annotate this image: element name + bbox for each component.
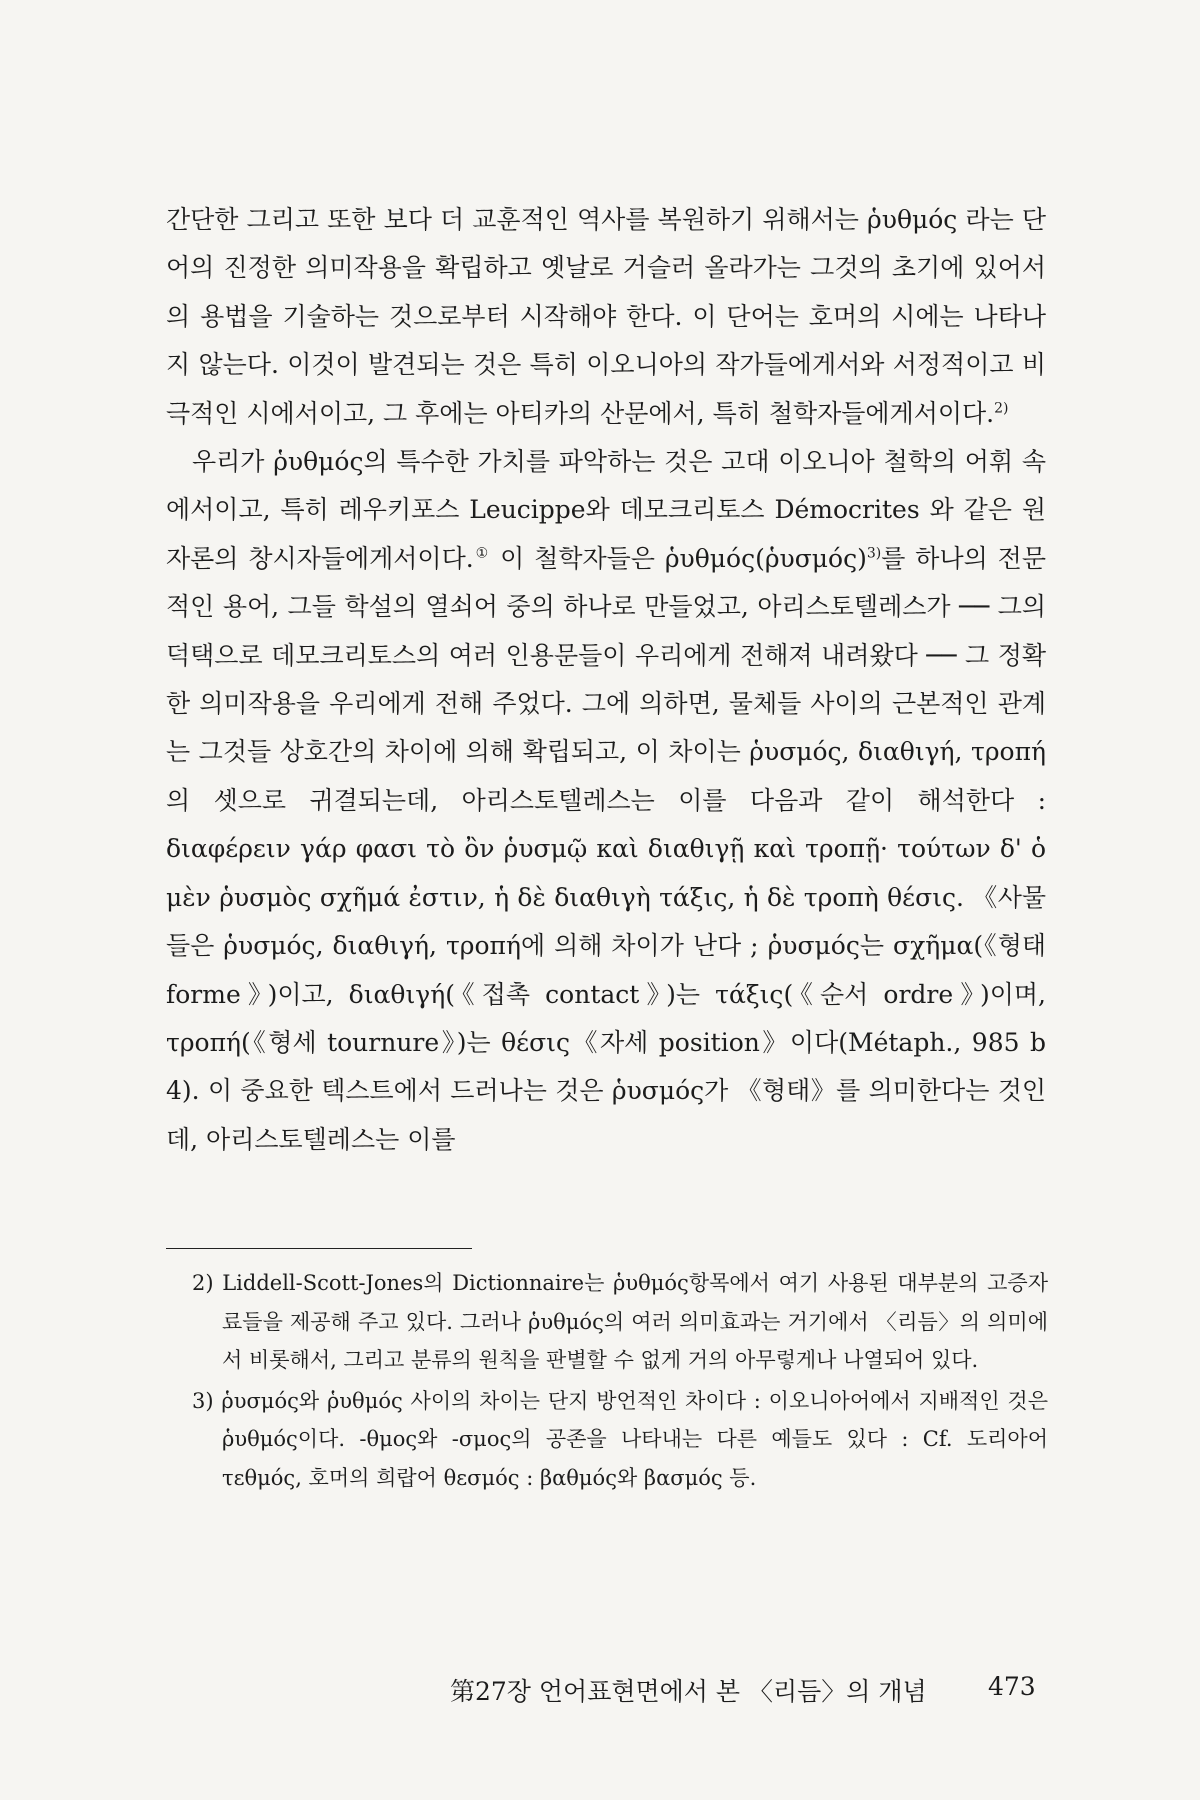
footnotes bbox=[192, 1264, 1048, 1497]
paragraph-2 bbox=[166, 438, 1046, 1164]
chapter-title: 第27장 언어표현면에서 본 〈리듬〉의 개념 bbox=[450, 1677, 927, 1706]
footnote-separator bbox=[166, 1248, 472, 1249]
footnote-number: 2) bbox=[192, 1271, 214, 1295]
page-number: 473 bbox=[988, 1672, 1036, 1701]
footnote-2 bbox=[192, 1264, 1048, 1380]
footnote-ref-3: 3) bbox=[866, 545, 882, 562]
paragraph-2-text-c: 를 하나의 전문적인 용어, 그들 학설의 열쇠어 중의 하나로 만들었고, 아리스토텔레스가 ── 그의 덕택으로 데모크리토스의 여러 인용문들이 우리에게 전해져 내려왔다 ── 그 정확한 의미작용을 우리에게 전해 주었다. 그에 의하면, 물체들 사이의 근본적인 관계는 그것들 상호간의 차이에 의해 확립되고, 이 차이는 ῥυσμός, διαθιγή, τροπή의 셋으로 귀결되는데, 아리스토텔레스는 이를 다음과 같이 해석한다 : διαφέρειν γάρ φασι τὸ ὂν ῥυσμῷ καὶ διαθιγῇ καὶ τροπῇ· τούτων δ' ὁ μὲν ῥυσμὸς σχῆμά ἐστιν, ἡ δὲ διαθιγὴ τάξις, ἡ δὲ τροπὴ θέσις. 《사물들은 ῥυσμός, διαθιγή, τροπή에 의해 차이가 난다 ; ῥυσμός는 σχῆμα(《형태 forme》)이고, διαθιγή(《접촉 contact》)는 τάξις(《순서 ordre》)이며, τροπή(《형세 tournure》)는 θέσις《자세 position》이다(Métaph., 985 b 4). 이 중요한 텍스트에서 드러나는 것은 ῥυσμός가 《형태》를 의미한다는 것인데, 아리스토텔레스는 이를 bbox=[166, 543, 1046, 1154]
footnote-number: 3) bbox=[192, 1388, 214, 1413]
paragraph-1-text: 간단한 그리고 또한 보다 더 교훈적인 역사를 복원하기 위해서는 ῥυθμός 라는 단어의 진정한 의미작용을 확립하고 옛날로 거슬러 올라가는 그것의 초기에 있어서의 용법을 기술하는 것으로부터 시작해야 한다. 이 단어는 호머의 시에는 나타나지 않는다. 이것이 발견되는 것은 특히 이오니아의 작가들에게서와 서정적이고 비극적인 시에서이고, 그 후에는 아티카의 산문에서, 특히 철학자들에게서이다. bbox=[166, 205, 1046, 428]
footnote-text: Liddell-Scott-Jones의 Dictionnaire는 ῥυθμός항목에서 여기 사용된 대부분의 고증자료들을 제공해 주고 있다. 그러나 ῥυθμός의 여러 의미효과는 거기에서 〈리듬〉의 의미에서 비롯해서, 그리고 분류의 원칙을 판별할 수 없게 거의 아무렇게나 나열되어 있다. bbox=[222, 1271, 1048, 1372]
paragraph-1 bbox=[166, 196, 1046, 438]
paragraph-2-text-b: 이 철학자들은 ῥυθμός(ῥυσμός) bbox=[490, 543, 867, 573]
footnote-ref-2: 2) bbox=[994, 400, 1009, 417]
footnote-text: ῥυσμός와 ῥυθμός 사이의 차이는 단지 방언적인 차이다 : 이오니아어에서 지배적인 것은 ῥυθμός이다. -θμος와 -σμος의 공존을 나타내는 다른 예들도 있다 : Cf. 도리아어 τεθμός, 호머의 희랍어 θεσμός : βαθμός와 βασμός 등. bbox=[221, 1388, 1048, 1490]
running-footer bbox=[450, 1672, 1036, 1708]
paragraph-2-text-a: 우리가 ῥυθμός의 특수한 가치를 파악하는 것은 고대 이오니아 철학의 어휘 속에서이고, 특히 레우키포스 Leucippe와 데모크리토스 Démocrites 와 같은 원자론의 창시자들에게서이다. bbox=[166, 447, 1046, 573]
footnote-3 bbox=[192, 1382, 1048, 1498]
footnote-ref-1: ① bbox=[473, 545, 491, 562]
main-text bbox=[166, 196, 1046, 1164]
